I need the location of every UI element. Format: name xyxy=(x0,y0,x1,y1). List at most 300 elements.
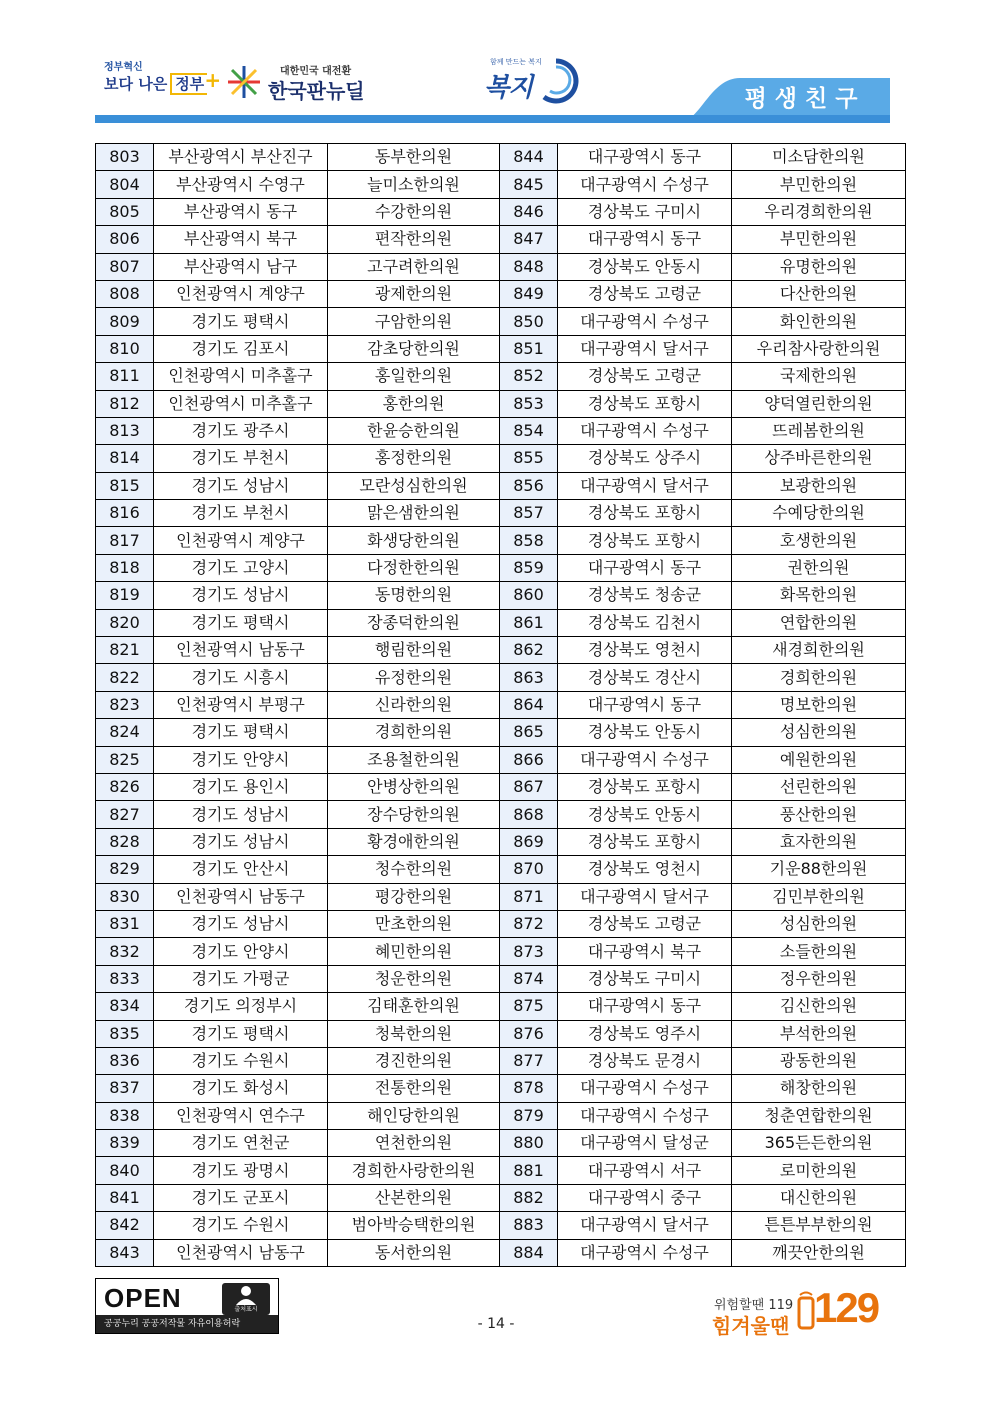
clinic-region-cell: 경기도 부천시 xyxy=(154,500,328,527)
clinic-name-cell: 안병상한의원 xyxy=(328,773,500,800)
table-row xyxy=(96,773,906,800)
clinic-name-cell: 명보한의원 xyxy=(732,691,906,718)
clinic-number-cell: 804 xyxy=(96,171,154,198)
clinic-number-cell: 848 xyxy=(500,253,558,280)
clinic-name-cell: 부민한의원 xyxy=(732,171,906,198)
clinic-number-cell: 846 xyxy=(500,198,558,225)
table-row xyxy=(96,280,906,307)
clinic-region-cell: 인천광역시 남동구 xyxy=(154,883,328,910)
clinic-region-cell: 대구광역시 동구 xyxy=(558,993,732,1020)
clinic-number-cell: 872 xyxy=(500,910,558,937)
plus-icon: + xyxy=(204,68,222,92)
clinic-number-cell: 805 xyxy=(96,198,154,225)
clinic-region-cell: 경상북도 포항시 xyxy=(558,527,732,554)
clinic-number-cell: 852 xyxy=(500,363,558,390)
person-icon xyxy=(222,1283,270,1305)
table-row xyxy=(96,1184,906,1211)
table-row xyxy=(96,609,906,636)
clinic-number-cell: 830 xyxy=(96,883,154,910)
gov-innovation-logo xyxy=(104,62,222,95)
clinic-region-cell: 경기도 부천시 xyxy=(154,445,328,472)
table-row xyxy=(96,1212,906,1239)
table-row xyxy=(96,472,906,499)
clinic-number-cell: 866 xyxy=(500,746,558,773)
clinic-region-cell: 부산광역시 부산진구 xyxy=(154,144,328,171)
table-row xyxy=(96,910,906,937)
clinic-number-cell: 855 xyxy=(500,445,558,472)
clinic-region-cell: 인천광역시 미추홀구 xyxy=(154,363,328,390)
table-row xyxy=(96,500,906,527)
clinic-region-cell: 경기도 성남시 xyxy=(154,828,328,855)
clinic-number-cell: 832 xyxy=(96,938,154,965)
table-row xyxy=(96,417,906,444)
clinic-number-cell: 851 xyxy=(500,335,558,362)
clinic-number-cell: 873 xyxy=(500,938,558,965)
clinic-name-cell: 호생한의원 xyxy=(732,527,906,554)
clinic-name-cell: 만초한의원 xyxy=(328,910,500,937)
clinic-region-cell: 부산광역시 남구 xyxy=(154,253,328,280)
clinic-name-cell: 광제한의원 xyxy=(328,280,500,307)
clinic-name-cell: 홍일한의원 xyxy=(328,363,500,390)
clinic-number-cell: 870 xyxy=(500,856,558,883)
clinic-name-cell: 대신한의원 xyxy=(732,1184,906,1211)
clinic-number-cell: 807 xyxy=(96,253,154,280)
clinic-number-cell: 876 xyxy=(500,1020,558,1047)
clinic-name-cell: 해인당한의원 xyxy=(328,1102,500,1129)
clinic-region-cell: 대구광역시 달서구 xyxy=(558,883,732,910)
clinic-region-cell: 대구광역시 수성구 xyxy=(558,746,732,773)
clinic-name-cell: 깨끗안한의원 xyxy=(732,1239,906,1266)
clinic-number-cell: 879 xyxy=(500,1102,558,1129)
clinic-region-cell: 경기도 성남시 xyxy=(154,582,328,609)
table-row xyxy=(96,1239,906,1266)
clinic-region-cell: 대구광역시 달서구 xyxy=(558,335,732,362)
clinic-number-cell: 834 xyxy=(96,993,154,1020)
clinic-name-cell: 늘미소한의원 xyxy=(328,171,500,198)
clinic-number-cell: 825 xyxy=(96,746,154,773)
clinic-name-cell: 국제한의원 xyxy=(732,363,906,390)
clinic-name-cell: 성심한의원 xyxy=(732,910,906,937)
clinic-number-cell: 826 xyxy=(96,773,154,800)
clinic-number-cell: 858 xyxy=(500,527,558,554)
clinic-region-cell: 경기도 성남시 xyxy=(154,472,328,499)
clinic-region-cell: 경기도 성남시 xyxy=(154,801,328,828)
clinic-number-cell: 816 xyxy=(96,500,154,527)
clinic-region-cell: 경상북도 영주시 xyxy=(558,1020,732,1047)
clinic-number-cell: 849 xyxy=(500,280,558,307)
clinic-name-cell: 동부한의원 xyxy=(328,144,500,171)
table-row xyxy=(96,664,906,691)
clinic-number-cell: 813 xyxy=(96,417,154,444)
table-row xyxy=(96,1130,906,1157)
clinic-number-cell: 857 xyxy=(500,500,558,527)
table-row xyxy=(96,938,906,965)
clinic-region-cell: 경상북도 청송군 xyxy=(558,582,732,609)
clinic-number-cell: 877 xyxy=(500,1047,558,1074)
clinic-number-cell: 840 xyxy=(96,1157,154,1184)
clinic-number-cell: 871 xyxy=(500,883,558,910)
gov-logo-text-b: 정부 xyxy=(175,75,205,93)
clinic-number-cell: 835 xyxy=(96,1020,154,1047)
hotline-big-text: 힘겨울땐 xyxy=(712,1314,790,1338)
clinic-region-cell: 대구광역시 수성구 xyxy=(558,417,732,444)
table-row xyxy=(96,582,906,609)
clinic-number-cell: 829 xyxy=(96,856,154,883)
clinic-number-cell: 861 xyxy=(500,609,558,636)
clinic-region-cell: 경기도 화성시 xyxy=(154,1075,328,1102)
clinic-number-cell: 853 xyxy=(500,390,558,417)
clinic-name-cell: 조용철한의원 xyxy=(328,746,500,773)
clinic-number-cell: 836 xyxy=(96,1047,154,1074)
table-row xyxy=(96,335,906,362)
clinic-name-cell: 기운88한의원 xyxy=(732,856,906,883)
clinic-name-cell: 산본한의원 xyxy=(328,1184,500,1211)
clinic-name-cell: 수강한의원 xyxy=(328,198,500,225)
clinic-name-cell: 홍정한의원 xyxy=(328,445,500,472)
page-header xyxy=(0,0,992,125)
table-row xyxy=(96,308,906,335)
clinic-number-cell: 828 xyxy=(96,828,154,855)
clinic-name-cell: 예원한의원 xyxy=(732,746,906,773)
clinic-number-cell: 827 xyxy=(96,801,154,828)
clinic-number-cell: 881 xyxy=(500,1157,558,1184)
table-row xyxy=(96,226,906,253)
clinic-number-cell: 863 xyxy=(500,664,558,691)
clinic-name-cell: 튼튼부부한의원 xyxy=(732,1212,906,1239)
clinic-name-cell: 연합한의원 xyxy=(732,609,906,636)
clinic-number-cell: 823 xyxy=(96,691,154,718)
clinic-number-cell: 882 xyxy=(500,1184,558,1211)
clinic-region-cell: 인천광역시 연수구 xyxy=(154,1102,328,1129)
clinic-number-cell: 845 xyxy=(500,171,558,198)
attribution-label: 출처표시 xyxy=(234,1306,258,1313)
clinic-name-cell: 홍한의원 xyxy=(328,390,500,417)
clinic-name-cell: 연천한의원 xyxy=(328,1130,500,1157)
clinic-name-cell: 혜민한의원 xyxy=(328,938,500,965)
attribution-badge xyxy=(222,1283,270,1315)
clinic-name-cell: 경희한의원 xyxy=(328,719,500,746)
clinic-region-cell: 경기도 연천군 xyxy=(154,1130,328,1157)
clinic-name-cell: 구암한의원 xyxy=(328,308,500,335)
clinic-number-cell: 817 xyxy=(96,527,154,554)
clinic-name-cell: 새경희한의원 xyxy=(732,637,906,664)
table-row xyxy=(96,144,906,171)
clinic-region-cell: 경기도 안양시 xyxy=(154,938,328,965)
kogl-top xyxy=(98,1281,274,1313)
clinic-region-cell: 경상북도 안동시 xyxy=(558,719,732,746)
clinic-number-cell: 847 xyxy=(500,226,558,253)
clinic-region-cell: 경기도 군포시 xyxy=(154,1184,328,1211)
clinic-number-cell: 809 xyxy=(96,308,154,335)
table-row xyxy=(96,1102,906,1129)
clinic-region-cell: 경상북도 안동시 xyxy=(558,253,732,280)
gov-logo-text-a: 보다 나은 xyxy=(104,75,168,93)
kogl-caption: 공공누리 공공저작물 자유이용허락 xyxy=(96,1315,278,1333)
clinic-region-cell: 경기도 가평군 xyxy=(154,965,328,992)
clinic-region-cell: 경상북도 포항시 xyxy=(558,773,732,800)
table-row xyxy=(96,198,906,225)
clinic-name-cell: 부석한의원 xyxy=(732,1020,906,1047)
clinic-name-cell: 유정한의원 xyxy=(328,664,500,691)
clinic-name-cell: 정우한의원 xyxy=(732,965,906,992)
clinic-number-cell: 869 xyxy=(500,828,558,855)
clinic-number-cell: 839 xyxy=(96,1130,154,1157)
clinic-region-cell: 부산광역시 북구 xyxy=(154,226,328,253)
clinic-number-cell: 865 xyxy=(500,719,558,746)
clinic-region-cell: 대구광역시 중구 xyxy=(558,1184,732,1211)
clinic-name-cell: 부민한의원 xyxy=(732,226,906,253)
table-row xyxy=(96,390,906,417)
clinic-number-cell: 838 xyxy=(96,1102,154,1129)
clinic-region-cell: 부산광역시 수영구 xyxy=(154,171,328,198)
clinic-region-cell: 경기도 김포시 xyxy=(154,335,328,362)
clinic-name-cell: 경희한의원 xyxy=(732,664,906,691)
clinic-region-cell: 대구광역시 달서구 xyxy=(558,472,732,499)
clinic-name-cell: 상주바른한의원 xyxy=(732,445,906,472)
table-row xyxy=(96,445,906,472)
clinic-table-body xyxy=(96,144,906,1267)
new-deal-small-text: 대한민국 대전환 xyxy=(280,66,352,77)
clinic-name-cell: 모란성심한의원 xyxy=(328,472,500,499)
phone-icon xyxy=(796,1290,816,1330)
clinic-name-cell: 로미한의원 xyxy=(732,1157,906,1184)
clinic-region-cell: 경상북도 김천시 xyxy=(558,609,732,636)
clinic-number-cell: 880 xyxy=(500,1130,558,1157)
clinic-name-cell: 평강한의원 xyxy=(328,883,500,910)
clinic-name-cell: 동명한의원 xyxy=(328,582,500,609)
clinic-region-cell: 경상북도 고령군 xyxy=(558,363,732,390)
clinic-name-cell: 장종덕한의원 xyxy=(328,609,500,636)
clinic-region-cell: 대구광역시 서구 xyxy=(558,1157,732,1184)
clinic-number-cell: 843 xyxy=(96,1239,154,1266)
clinic-name-cell: 동서한의원 xyxy=(328,1239,500,1266)
table-row xyxy=(96,801,906,828)
open-label: OPEN xyxy=(104,1283,182,1313)
table-row xyxy=(96,253,906,280)
clinic-name-cell: 보광한의원 xyxy=(732,472,906,499)
clinic-name-cell: 황경애한의원 xyxy=(328,828,500,855)
clinic-name-cell: 풍산한의원 xyxy=(732,801,906,828)
clinic-region-cell: 경상북도 영천시 xyxy=(558,637,732,664)
clinic-name-cell: 해창한의원 xyxy=(732,1075,906,1102)
clinic-number-cell: 878 xyxy=(500,1075,558,1102)
clinic-name-cell: 효자한의원 xyxy=(732,828,906,855)
clinic-region-cell: 경상북도 구미시 xyxy=(558,198,732,225)
clinic-number-cell: 815 xyxy=(96,472,154,499)
clinic-number-cell: 808 xyxy=(96,280,154,307)
clinic-name-cell: 소들한의원 xyxy=(732,938,906,965)
bokji-logo xyxy=(484,55,584,105)
clinic-name-cell: 경진한의원 xyxy=(328,1047,500,1074)
clinic-region-cell: 대구광역시 북구 xyxy=(558,938,732,965)
clinic-number-cell: 844 xyxy=(500,144,558,171)
clinic-name-cell: 양덕열린한의원 xyxy=(732,390,906,417)
clinic-region-cell: 경상북도 안동시 xyxy=(558,801,732,828)
bokji-title: 복지 xyxy=(484,73,533,103)
clinic-region-cell: 인천광역시 남동구 xyxy=(154,637,328,664)
new-deal-burst-icon xyxy=(226,64,262,100)
table-row xyxy=(96,363,906,390)
clinic-number-cell: 822 xyxy=(96,664,154,691)
clinic-number-cell: 854 xyxy=(500,417,558,444)
clinic-name-cell: 우리참사랑한의원 xyxy=(732,335,906,362)
clinic-region-cell: 대구광역시 수성구 xyxy=(558,171,732,198)
clinic-name-cell: 권한의원 xyxy=(732,554,906,581)
clinic-region-cell: 경기도 평택시 xyxy=(154,719,328,746)
table-row xyxy=(96,691,906,718)
clinic-region-cell: 대구광역시 동구 xyxy=(558,691,732,718)
clinic-region-cell: 경기도 시흥시 xyxy=(154,664,328,691)
clinic-name-cell: 범아박승택한의원 xyxy=(328,1212,500,1239)
clinic-region-cell: 경상북도 구미시 xyxy=(558,965,732,992)
clinic-number-cell: 833 xyxy=(96,965,154,992)
clinic-region-cell: 경상북도 영천시 xyxy=(558,856,732,883)
clinic-name-cell: 고구려한의원 xyxy=(328,253,500,280)
table-row xyxy=(96,1047,906,1074)
clinic-region-cell: 경상북도 고령군 xyxy=(558,910,732,937)
clinic-number-cell: 821 xyxy=(96,637,154,664)
clinic-number-cell: 875 xyxy=(500,993,558,1020)
clinic-table xyxy=(95,143,906,1267)
clinic-name-cell: 우리경희한의원 xyxy=(732,198,906,225)
clinic-name-cell: 성심한의원 xyxy=(732,719,906,746)
table-row xyxy=(96,1075,906,1102)
new-deal-title: 한국판뉴딜 xyxy=(268,79,365,103)
clinic-number-cell: 831 xyxy=(96,910,154,937)
clinic-region-cell: 대구광역시 달서구 xyxy=(558,1212,732,1239)
clinic-number-cell: 862 xyxy=(500,637,558,664)
clinic-name-cell: 수예당한의원 xyxy=(732,500,906,527)
clinic-name-cell: 감초당한의원 xyxy=(328,335,500,362)
table-row xyxy=(96,527,906,554)
clinic-name-cell: 다산한의원 xyxy=(732,280,906,307)
clinic-number-cell: 850 xyxy=(500,308,558,335)
clinic-number-cell: 806 xyxy=(96,226,154,253)
clinic-number-cell: 856 xyxy=(500,472,558,499)
clinic-region-cell: 인천광역시 계양구 xyxy=(154,280,328,307)
clinic-number-cell: 860 xyxy=(500,582,558,609)
clinic-name-cell: 김민부한의원 xyxy=(732,883,906,910)
table-row xyxy=(96,719,906,746)
table-row xyxy=(96,1157,906,1184)
clinic-number-cell: 810 xyxy=(96,335,154,362)
clinic-region-cell: 경기도 성남시 xyxy=(154,910,328,937)
clinic-number-cell: 874 xyxy=(500,965,558,992)
banner-title: 평생친구 xyxy=(744,86,866,112)
clinic-name-cell: 365든든한의원 xyxy=(732,1130,906,1157)
table-row xyxy=(96,554,906,581)
clinic-name-cell: 한윤승한의원 xyxy=(328,417,500,444)
clinic-region-cell: 경상북도 포항시 xyxy=(558,828,732,855)
clinic-number-cell: 841 xyxy=(96,1184,154,1211)
clinic-region-cell: 경기도 평택시 xyxy=(154,1020,328,1047)
clinic-region-cell: 경상북도 상주시 xyxy=(558,445,732,472)
clinic-region-cell: 대구광역시 수성구 xyxy=(558,1102,732,1129)
clinic-name-cell: 전통한의원 xyxy=(328,1075,500,1102)
clinic-region-cell: 대구광역시 수성구 xyxy=(558,1075,732,1102)
clinic-region-cell: 부산광역시 동구 xyxy=(154,198,328,225)
clinic-name-cell: 화목한의원 xyxy=(732,582,906,609)
clinic-number-cell: 811 xyxy=(96,363,154,390)
clinic-region-cell: 대구광역시 수성구 xyxy=(558,1239,732,1266)
clinic-name-cell: 화생당한의원 xyxy=(328,527,500,554)
clinic-number-cell: 814 xyxy=(96,445,154,472)
clinic-number-cell: 819 xyxy=(96,582,154,609)
clinic-region-cell: 경기도 수원시 xyxy=(154,1212,328,1239)
clinic-name-cell: 미소담한의원 xyxy=(732,144,906,171)
clinic-region-cell: 경기도 평택시 xyxy=(154,609,328,636)
clinic-name-cell: 뜨레봄한의원 xyxy=(732,417,906,444)
clinic-region-cell: 경기도 용인시 xyxy=(154,773,328,800)
bokji-small-text: 함께 만드는 복지 xyxy=(490,58,542,66)
clinic-number-cell: 859 xyxy=(500,554,558,581)
clinic-name-cell: 행림한의원 xyxy=(328,637,500,664)
table-row xyxy=(96,856,906,883)
header-rule xyxy=(95,115,890,123)
clinic-region-cell: 인천광역시 계양구 xyxy=(154,527,328,554)
clinic-region-cell: 경상북도 포항시 xyxy=(558,390,732,417)
clinic-name-cell: 화인한의원 xyxy=(732,308,906,335)
table-row xyxy=(96,171,906,198)
clinic-name-cell: 김신한의원 xyxy=(732,993,906,1020)
clinic-name-cell: 유명한의원 xyxy=(732,253,906,280)
clinic-name-cell: 광동한의원 xyxy=(732,1047,906,1074)
clinic-region-cell: 경상북도 문경시 xyxy=(558,1047,732,1074)
clinic-name-cell: 편작한의원 xyxy=(328,226,500,253)
clinic-name-cell: 신라한의원 xyxy=(328,691,500,718)
clinic-number-cell: 868 xyxy=(500,801,558,828)
clinic-region-cell: 경상북도 고령군 xyxy=(558,280,732,307)
table-row xyxy=(96,637,906,664)
hotline-129 xyxy=(712,1276,902,1336)
clinic-name-cell: 경희한사랑한의원 xyxy=(328,1157,500,1184)
clinic-region-cell: 경기도 안양시 xyxy=(154,746,328,773)
clinic-number-cell: 820 xyxy=(96,609,154,636)
clinic-region-cell: 인천광역시 미추홀구 xyxy=(154,390,328,417)
clinic-region-cell: 경기도 안산시 xyxy=(154,856,328,883)
clinic-region-cell: 경기도 의정부시 xyxy=(154,993,328,1020)
clinic-number-cell: 803 xyxy=(96,144,154,171)
table-row xyxy=(96,1020,906,1047)
gov-logo-small-text: 정부혁신 xyxy=(104,62,143,73)
clinic-number-cell: 883 xyxy=(500,1212,558,1239)
gov-logo-text-b-box xyxy=(170,68,222,95)
clinic-name-cell: 다정한한의원 xyxy=(328,554,500,581)
clinic-name-cell: 맑은샘한의원 xyxy=(328,500,500,527)
clinic-region-cell: 경기도 평택시 xyxy=(154,308,328,335)
clinic-region-cell: 대구광역시 달성군 xyxy=(558,1130,732,1157)
table-row xyxy=(96,965,906,992)
clinic-region-cell: 인천광역시 부평구 xyxy=(154,691,328,718)
clinic-region-cell: 대구광역시 동구 xyxy=(558,226,732,253)
clinic-name-cell: 청수한의원 xyxy=(328,856,500,883)
clinic-region-cell: 경상북도 포항시 xyxy=(558,500,732,527)
clinic-region-cell: 대구광역시 수성구 xyxy=(558,308,732,335)
clinic-number-cell: 812 xyxy=(96,390,154,417)
clinic-number-cell: 824 xyxy=(96,719,154,746)
clinic-name-cell: 청운한의원 xyxy=(328,965,500,992)
clinic-region-cell: 경기도 광주시 xyxy=(154,417,328,444)
clinic-number-cell: 864 xyxy=(500,691,558,718)
clinic-name-cell: 장수당한의원 xyxy=(328,801,500,828)
table-row xyxy=(96,883,906,910)
bokji-swirl-icon xyxy=(536,57,580,105)
clinic-region-cell: 대구광역시 동구 xyxy=(558,554,732,581)
clinic-region-cell: 경기도 고양시 xyxy=(154,554,328,581)
clinic-name-cell: 선린한의원 xyxy=(732,773,906,800)
clinic-name-cell: 청춘연합한의원 xyxy=(732,1102,906,1129)
page-number: - 14 - xyxy=(477,1316,515,1332)
